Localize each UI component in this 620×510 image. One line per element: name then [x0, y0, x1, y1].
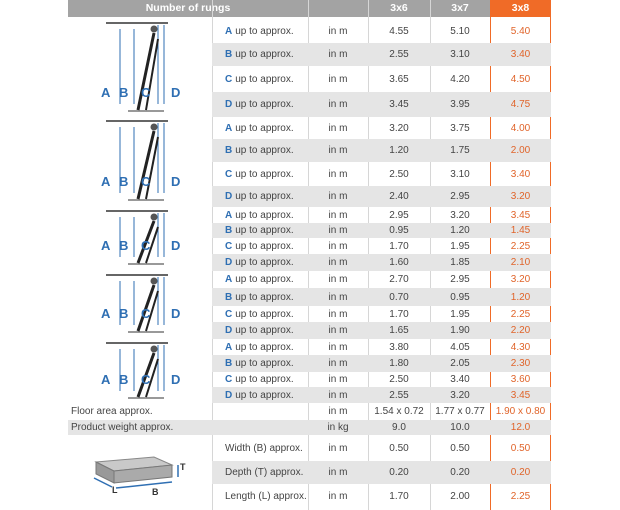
dimension-letter: C	[225, 308, 233, 320]
row-label-text: up to approx.	[235, 291, 294, 303]
row-label-text: up to approx.	[235, 122, 294, 134]
value-3x6: 4.55	[389, 25, 409, 37]
value-3x7: 1.85	[450, 257, 470, 268]
dimension-letter: C	[225, 168, 233, 180]
weight-3x8: 12.0	[510, 422, 531, 433]
value-3x7: 3.95	[450, 99, 470, 110]
value-3x6: 3.45	[389, 99, 409, 110]
value-3x8: 4.30	[510, 341, 531, 353]
value-3x7: 1.75	[450, 145, 470, 156]
dimension-letter-a: A	[101, 372, 111, 387]
value-3x6: 1.70	[389, 240, 409, 252]
table-row-label	[225, 66, 294, 92]
header-col-3x8: 3x8	[490, 0, 551, 17]
floor-area-label: Floor area approx.	[71, 406, 153, 417]
table-row-label	[225, 322, 294, 339]
header-col-3x6: 3x6	[368, 0, 430, 17]
dimension-letter-a: A	[101, 238, 111, 253]
table-row-label	[225, 238, 294, 254]
dimension-letter: D	[225, 389, 233, 401]
value-3x8: 3.60	[510, 374, 531, 385]
value-3x6: 2.55	[389, 389, 409, 401]
dimension-3x7: 2.00	[450, 491, 470, 502]
table-row-label	[225, 306, 294, 322]
dimension-letter: C	[225, 240, 233, 252]
value-3x6: 0.70	[389, 291, 409, 303]
row-label-text: up to approx.	[235, 145, 294, 156]
value-3x8: 3.20	[510, 274, 531, 285]
table-row-label	[225, 339, 294, 355]
row-unit: in m	[328, 308, 348, 320]
row-label-text: up to approx.	[235, 389, 294, 401]
value-3x8: 2.30	[510, 358, 531, 369]
dimension-letter-c: C	[141, 85, 151, 100]
row-unit: in m	[328, 122, 348, 134]
row-label-text: up to approx.	[235, 99, 294, 110]
table-row-label	[225, 139, 294, 162]
dimension-unit: in m	[328, 467, 348, 478]
floor-area-3x7: 1.77 x 0.77	[435, 406, 485, 417]
dimension-letter: A	[225, 209, 233, 221]
value-3x6: 1.80	[389, 358, 409, 369]
dimension-letter-a: A	[101, 174, 111, 189]
row-label-text: up to approx.	[235, 73, 294, 85]
ladder-position-1-icon	[68, 19, 212, 116]
dimension-letter-d: D	[171, 238, 181, 253]
dimension-letter: B	[225, 49, 233, 60]
row-unit: in m	[328, 145, 348, 156]
value-3x7: 2.05	[450, 358, 470, 369]
row-unit: in m	[328, 358, 348, 369]
value-3x8: 4.50	[510, 73, 531, 85]
dimension-letter-b: B	[119, 238, 129, 253]
floor-area-unit: in m	[328, 406, 348, 417]
value-3x8: 2.10	[510, 257, 531, 268]
dimension-letter-b: B	[119, 306, 129, 321]
value-3x7: 1.90	[450, 325, 470, 336]
row-label-text: up to approx.	[235, 49, 294, 60]
value-3x8: 1.45	[510, 225, 531, 236]
value-3x6: 1.20	[389, 145, 409, 156]
row-label-text: up to approx.	[235, 257, 294, 268]
weight-label: Product weight approx.	[71, 422, 174, 433]
dimension-3x7: 0.20	[450, 467, 470, 478]
dimension-letter-c: C	[141, 306, 151, 321]
dimension-3x8: 2.25	[510, 491, 531, 502]
row-unit: in m	[328, 257, 348, 268]
box-letter-l: L	[112, 485, 118, 495]
table-row-label	[225, 372, 294, 387]
row-unit: in m	[328, 25, 348, 37]
row-label-text: up to approx.	[235, 308, 294, 320]
table-row-label	[225, 254, 294, 271]
ladder-position-2-icon	[68, 117, 212, 205]
dimension-label: Length (L) approx.	[225, 491, 307, 502]
value-3x8: 3.40	[510, 168, 531, 180]
weight-unit: in kg	[327, 422, 349, 433]
row-label-text: up to approx.	[235, 325, 294, 336]
dimension-letter: D	[225, 99, 233, 110]
table-row-label	[225, 207, 294, 223]
table-row-label	[225, 19, 294, 43]
dimension-letter-a: A	[101, 306, 111, 321]
value-3x7: 1.95	[450, 308, 470, 320]
value-3x8: 3.20	[510, 191, 531, 202]
value-3x6: 2.70	[389, 274, 409, 285]
value-3x8: 2.25	[510, 308, 531, 320]
value-3x7: 1.95	[450, 240, 470, 252]
row-unit: in m	[328, 99, 348, 110]
dimension-letter: D	[225, 325, 233, 336]
table-row-label	[225, 43, 294, 66]
value-3x7: 2.95	[450, 191, 470, 202]
row-unit: in m	[328, 168, 348, 180]
value-3x6: 3.80	[389, 341, 409, 353]
table-row-label	[225, 387, 294, 403]
dimension-letter-c: C	[141, 174, 151, 189]
row-unit: in m	[328, 73, 348, 85]
value-3x6: 1.70	[389, 308, 409, 320]
value-3x8: 2.00	[510, 145, 531, 156]
dimension-letter: B	[225, 358, 233, 369]
box-letter-t: T	[180, 462, 186, 472]
row-label-text: up to approx.	[235, 191, 294, 202]
specification-table	[68, 0, 551, 510]
dimension-letter-d: D	[171, 85, 181, 100]
dimension-letter: D	[225, 257, 233, 268]
row-unit: in m	[328, 291, 348, 303]
table-row-label	[225, 223, 294, 238]
value-3x7: 4.05	[450, 341, 470, 353]
value-3x8: 3.45	[510, 209, 531, 221]
row-label-text: up to approx.	[235, 274, 294, 285]
row-unit: in m	[328, 374, 348, 385]
dimension-letter-b: B	[119, 372, 129, 387]
value-3x7: 5.10	[450, 25, 470, 37]
row-label-text: up to approx.	[235, 225, 294, 236]
value-3x6: 2.50	[389, 374, 409, 385]
ladder-position-4-icon	[68, 271, 212, 337]
floor-area-3x8: 1.90 x 0.80	[495, 406, 546, 417]
ladder-position-5-icon	[68, 339, 212, 403]
value-3x6: 3.20	[389, 122, 409, 134]
value-3x7: 3.20	[450, 209, 470, 221]
value-3x8: 3.40	[510, 49, 531, 60]
value-3x6: 2.50	[389, 168, 409, 180]
dimension-letter: B	[225, 145, 233, 156]
dimension-3x6: 0.20	[389, 467, 409, 478]
row-label-text: up to approx.	[235, 358, 294, 369]
value-3x7: 1.20	[450, 225, 470, 236]
value-3x6: 0.95	[389, 225, 409, 236]
row-unit: in m	[328, 225, 348, 236]
row-unit: in m	[328, 341, 348, 353]
row-unit: in m	[328, 191, 348, 202]
box-dimensions-icon	[68, 437, 212, 508]
weight-3x7: 10.0	[450, 422, 470, 433]
value-3x8: 4.00	[510, 122, 531, 134]
dimension-letter-d: D	[171, 372, 181, 387]
value-3x6: 2.95	[389, 209, 409, 221]
dimension-letter: A	[225, 25, 233, 37]
table-row-label	[225, 186, 294, 207]
value-3x8: 3.45	[510, 389, 531, 401]
value-3x7: 3.10	[450, 49, 470, 60]
dimension-letter-c: C	[141, 238, 151, 253]
floor-area-3x6: 1.54 x 0.72	[374, 406, 424, 417]
value-3x7: 3.75	[450, 122, 470, 134]
row-unit: in m	[328, 389, 348, 401]
dimension-3x6: 1.70	[389, 491, 409, 502]
row-unit: in m	[328, 240, 348, 252]
header-col-3x7: 3x7	[430, 0, 490, 17]
dimension-letter: C	[225, 73, 233, 85]
value-3x6: 1.65	[389, 325, 409, 336]
dimension-letter-b: B	[119, 174, 129, 189]
dimension-unit: in m	[328, 491, 348, 502]
table-row-label	[225, 162, 294, 186]
dimension-letter: D	[225, 191, 233, 202]
dimension-letter: A	[225, 341, 233, 353]
dimension-3x8: 0.50	[510, 443, 531, 454]
dimension-3x6: 0.50	[389, 443, 409, 454]
row-unit: in m	[328, 274, 348, 285]
value-3x8: 2.20	[510, 325, 531, 336]
table-row-label	[225, 117, 294, 139]
weight-3x6: 9.0	[392, 422, 406, 433]
header-number-of-rungs: Number of rungs	[68, 0, 308, 17]
value-3x7: 3.40	[450, 374, 470, 385]
dimension-letter-d: D	[171, 306, 181, 321]
value-3x6: 2.40	[389, 191, 409, 202]
value-3x8: 4.75	[510, 99, 531, 110]
row-label-text: up to approx.	[235, 374, 294, 385]
dimension-letter: C	[225, 374, 233, 385]
dimension-letter-d: D	[171, 174, 181, 189]
value-3x7: 4.20	[450, 73, 470, 85]
dimension-label: Depth (T) approx.	[225, 467, 304, 478]
dimension-3x7: 0.50	[450, 443, 470, 454]
dimension-letter-a: A	[101, 85, 111, 100]
value-3x8: 5.40	[510, 25, 531, 37]
dimension-label: Width (B) approx.	[225, 443, 303, 454]
box-letter-b: B	[152, 487, 159, 497]
value-3x6: 1.60	[389, 257, 409, 268]
value-3x7: 0.95	[450, 291, 470, 303]
header-unit-blank	[308, 0, 368, 17]
table-row-label	[225, 288, 294, 306]
dimension-letter: A	[225, 274, 233, 285]
dimension-unit: in m	[328, 443, 348, 454]
value-3x7: 3.10	[450, 168, 470, 180]
row-label-text: up to approx.	[235, 240, 294, 252]
value-3x8: 1.20	[510, 291, 531, 303]
dimension-letter-c: C	[141, 372, 151, 387]
value-3x6: 3.65	[389, 73, 409, 85]
row-label-text: up to approx.	[235, 168, 294, 180]
dimension-letter: A	[225, 122, 233, 134]
dimension-3x8: 0.20	[510, 467, 531, 478]
value-3x7: 3.20	[450, 389, 470, 401]
table-row-label	[225, 92, 294, 117]
ladder-position-3-icon	[68, 207, 212, 269]
row-label-text: up to approx.	[235, 209, 294, 221]
table-row-label	[225, 271, 294, 288]
row-label-text: up to approx.	[235, 341, 294, 353]
row-unit: in m	[328, 49, 348, 60]
table-row-label	[225, 355, 294, 372]
row-unit: in m	[328, 209, 348, 221]
value-3x7: 2.95	[450, 274, 470, 285]
value-3x8: 2.25	[510, 240, 531, 252]
row-unit: in m	[328, 325, 348, 336]
value-3x6: 2.55	[389, 49, 409, 60]
row-label-text: up to approx.	[235, 25, 294, 37]
dimension-letter: B	[225, 225, 233, 236]
dimension-letter: B	[225, 291, 233, 303]
dimension-letter-b: B	[119, 85, 129, 100]
